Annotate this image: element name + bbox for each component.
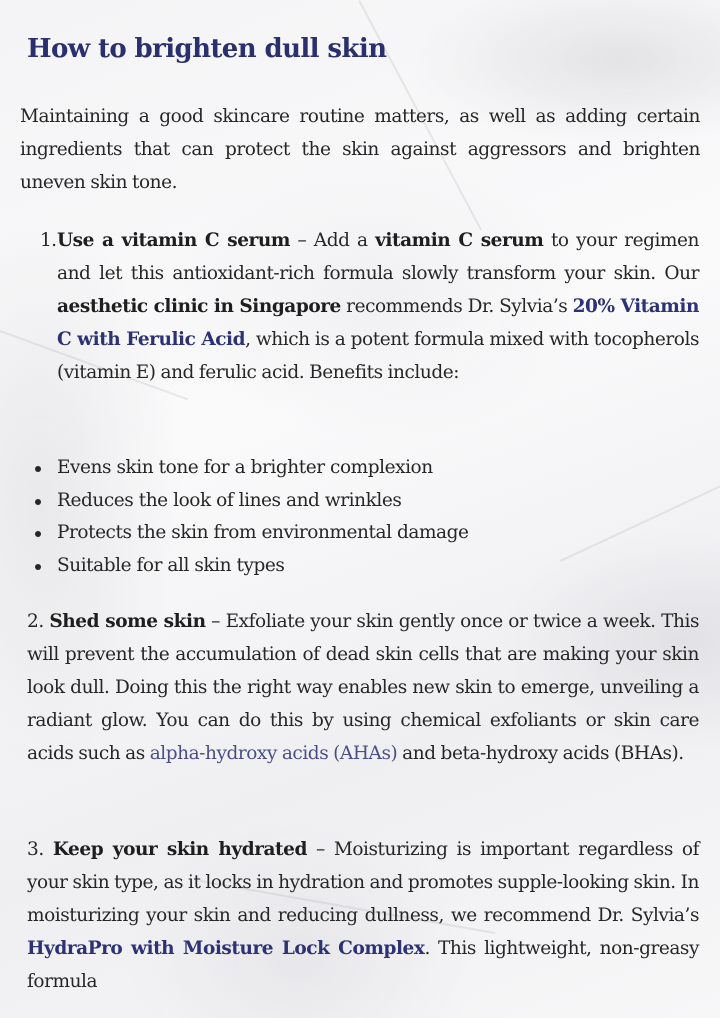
bullet-icon <box>35 531 41 537</box>
bullet-icon <box>35 564 41 570</box>
page-title: How to brighten dull skin <box>27 34 387 64</box>
benefits-list <box>20 452 469 582</box>
benefit-text: Evens skin tone for a brighter complexion <box>57 457 433 478</box>
item-text: – Add a <box>289 230 376 251</box>
item-heading: Keep your skin hydrated <box>52 839 307 860</box>
aha-link[interactable]: alpha-hydroxy acids (AHAs) <box>149 743 398 764</box>
item-heading: Shed some skin <box>49 611 206 632</box>
product-link-hydrapro[interactable]: HydraPro with Moisture Lock Complex <box>27 938 425 959</box>
benefit-text: Reduces the look of lines and wrinkles <box>57 489 402 511</box>
product-link-vitamin-c[interactable]: 20% Vitamin C with Ferulic Acid <box>57 296 699 350</box>
bold-phrase: vitamin C serum <box>375 230 544 251</box>
item-text: to your regimen and let this antioxidant-rich formula slowly transform your skin. Our <box>57 230 699 284</box>
benefit-item <box>20 485 469 518</box>
item-text: , which is a potent formula mixed with tocopherols (vitamin E) and ferulic acid. Benefits include: <box>57 329 699 383</box>
item-text: and beta-hydroxy acids (BHAs). <box>397 743 684 764</box>
list-item-vitamin-c <box>57 224 699 389</box>
item-text: recommends Dr. Sylvia’s <box>340 296 573 317</box>
list-number-3: 3. <box>27 839 44 860</box>
bullet-icon <box>35 499 41 505</box>
benefit-item <box>20 517 469 550</box>
item-heading: Use a vitamin C serum <box>57 230 290 251</box>
list-item-hydrate <box>27 833 699 998</box>
item-text: – Exfoliate your skin gently once or twice a week. This will prevent the accumulation of dead skin cells that are making your skin look dull. Doing this the right way enables new skin to emerge, unveiling a radiant glow. You can do this by using chemical exfoliants or skin care acids such as <box>27 611 699 764</box>
benefit-item <box>20 550 469 583</box>
benefit-text: Suitable for all skin types <box>57 554 285 576</box>
benefit-item <box>20 452 469 485</box>
bold-phrase-clinic[interactable]: aesthetic clinic in Singapore <box>57 296 341 317</box>
intro-paragraph: Maintaining a good skincare routine matters, as well as adding certain ingredients that can protect the skin against aggressors and brighten uneven skin tone. <box>20 106 700 193</box>
benefit-text: Protects the skin from environmental damage <box>57 522 469 543</box>
list-number-1: 1. <box>40 230 57 251</box>
item-text: . This lightweight, non-greasy formula <box>27 938 699 992</box>
list-item-exfoliate <box>27 605 699 770</box>
bullet-icon <box>35 466 41 472</box>
list-number-2: 2. <box>27 611 44 632</box>
item-text: – Moisturizing is important regardless of your skin type, as it locks in hydration and promotes supple-looking skin. In moisturizing your skin and reducing dullness, we recommend Dr. Sylvia’s <box>27 839 699 926</box>
